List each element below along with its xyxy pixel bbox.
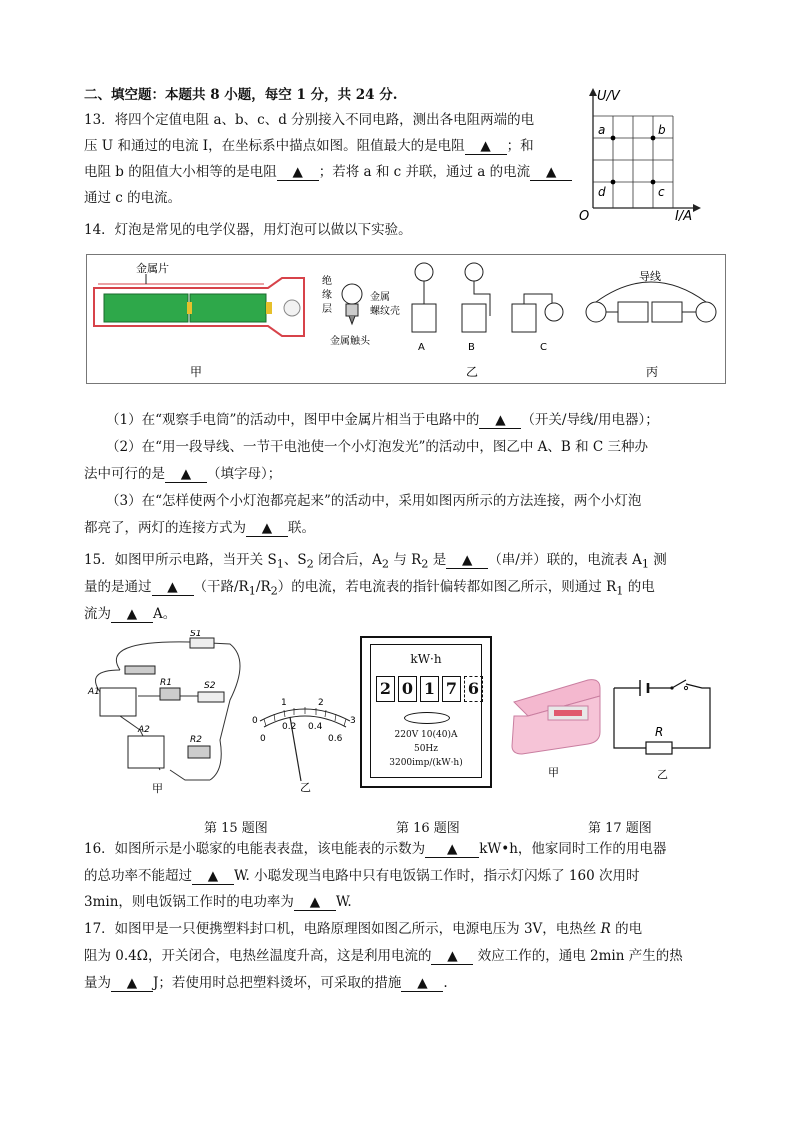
meter-unit: kW·h xyxy=(410,652,442,666)
q14-part2a: （2）在“用一段导线、一节干电池使一个小灯泡发光”的活动中，图乙中 A、B 和 C 三种办 xyxy=(106,439,649,455)
label-a2: A2 xyxy=(138,725,150,735)
q14-text: （1）在“观察手电筒”的活动中，图甲中金属片相当于电路中的 xyxy=(106,412,480,428)
answer-blank[interactable]: ▲ xyxy=(111,606,153,623)
answer-blank[interactable]: ▲ xyxy=(401,975,443,992)
point-d xyxy=(611,180,616,185)
q13-text: ；若将 a 和 c 并联，通过 a 的电流 xyxy=(318,164,531,180)
label-d: d xyxy=(598,185,606,199)
q17-text: J；若使用时总把塑料烫坏，可采取的措施 xyxy=(153,975,402,991)
label-r1: R1 xyxy=(160,678,172,688)
q15-line3 xyxy=(84,605,176,623)
q15-text: （干路/R xyxy=(193,579,249,595)
q14-text: （填字母）； xyxy=(207,466,282,482)
q17-text: 的电 xyxy=(610,921,643,937)
q14-text: 法中可行的是 xyxy=(84,466,165,482)
ammeter-a1 xyxy=(100,688,136,716)
meter-digit: 0 xyxy=(398,676,417,702)
q15-text: 是 xyxy=(428,552,447,568)
meter-inner-04: 0.4 xyxy=(308,722,323,732)
meter-disc xyxy=(404,712,450,724)
origin-label: O xyxy=(579,209,590,222)
q14-part2b xyxy=(84,465,281,483)
meter-spec-3: 3200imp/(kW·h) xyxy=(389,758,463,768)
meter-top-1: 1 xyxy=(281,698,287,708)
q16-line3 xyxy=(84,893,352,911)
meter-inner-0: 0 xyxy=(260,734,266,744)
meter-digit: 1 xyxy=(420,676,439,702)
answer-blank[interactable]: ▲ xyxy=(446,552,488,569)
q14-text: 都亮了，两灯的连接方式为 xyxy=(84,520,246,536)
meter-top-2: 2 xyxy=(318,698,324,708)
switch-s2 xyxy=(198,692,224,702)
q17-text: 17．如图甲是一只便携塑料封口机，电路原理图如图乙所示，电源电压为 3V，电热丝 xyxy=(84,921,601,937)
subscript: 2 xyxy=(306,557,314,571)
q17-line1 xyxy=(84,920,642,938)
answer-blank[interactable]: ▲ xyxy=(294,894,336,911)
label-C: C xyxy=(540,342,547,353)
caption-jia: 甲 xyxy=(152,782,163,795)
caption-yi: 乙 xyxy=(300,781,311,793)
q15-text: 的电 xyxy=(623,579,655,595)
label-screw-2: 螺纹壳 xyxy=(370,306,400,317)
q16-text: 3min，则电饭锅工作时的电功率为 xyxy=(84,894,294,910)
caption-jia: 甲 xyxy=(548,766,559,779)
label-r2: R2 xyxy=(190,735,202,745)
q16-text: W. xyxy=(335,894,352,910)
meter-outer-3: 3 xyxy=(350,716,356,726)
q17-sealer-figure xyxy=(508,672,604,782)
answer-blank[interactable]: ▲ xyxy=(246,520,288,537)
meter-spec-1: 220V 10(40)A xyxy=(394,730,458,740)
subscript: 1 xyxy=(616,584,624,598)
q14-text: （开关/导线/用电器）； xyxy=(521,412,659,428)
subscript: 2 xyxy=(381,557,390,571)
label-insul-2: 缘 xyxy=(322,290,332,301)
q15-text: 测 xyxy=(649,552,667,568)
q16-energy-meter xyxy=(360,636,492,788)
meter-digits xyxy=(376,676,483,702)
meter-digit: 7 xyxy=(442,676,461,702)
label-c: c xyxy=(658,185,665,199)
q15-text: 15．如图甲所示电路，当开关 S xyxy=(84,552,277,568)
q15-text: 、S xyxy=(283,552,307,568)
label-b: b xyxy=(658,123,666,137)
meter-digit-decimal: 6 xyxy=(464,676,483,702)
answer-blank[interactable]: ▲ xyxy=(479,412,521,429)
caption-q16: 第 16 题图 xyxy=(396,821,460,836)
q17-symbol-r: R xyxy=(600,921,611,937)
meter-inner-06: 0.6 xyxy=(328,734,343,744)
answer-blank[interactable]: ▲ xyxy=(192,868,234,885)
answer-blank[interactable]: ▲ xyxy=(530,164,572,181)
q15-ammeter-dial xyxy=(250,693,360,793)
q15-text: 闭合后，A xyxy=(313,552,382,568)
label-tip: 金属触头 xyxy=(330,336,370,347)
q17-line2 xyxy=(84,947,683,965)
q13-text: 压 U 和通过的电流 I，在坐标系中描点如图。阻值最大的是电阻 xyxy=(84,138,465,154)
q13-line4: 通过 c 的电流。 xyxy=(84,190,182,206)
q13-line3 xyxy=(84,163,572,181)
caption-yi: 乙 xyxy=(657,768,668,781)
q15-text: （串/并）联的，电流表 A xyxy=(488,552,642,568)
q13-text: 电阻 b 的阻值大小相等的是电阻 xyxy=(84,164,277,180)
subscript: 1 xyxy=(248,584,256,598)
caption-q15: 第 15 题图 xyxy=(204,821,268,836)
section-title: 二、填空题：本题共 8 小题，每空 1 分，共 24 分. xyxy=(84,87,398,103)
q16-text: 的总功率不能超过 xyxy=(84,868,192,884)
q14-part3b xyxy=(84,519,315,537)
q15-text: A。 xyxy=(153,606,177,622)
label-A: A xyxy=(418,342,425,353)
q16-line2 xyxy=(84,867,639,885)
q17-text: 阻为 0.4Ω，开关闭合，电热丝温度升高，这是利用电流的 xyxy=(84,948,432,964)
answer-blank[interactable]: ▲ xyxy=(111,975,153,992)
y-axis-label: U/V xyxy=(597,89,620,104)
q14-part1 xyxy=(106,411,659,429)
x-axis-label: I/A xyxy=(675,209,693,222)
q15-text: /R xyxy=(255,579,271,595)
answer-blank[interactable]: ▲ xyxy=(152,579,194,596)
label-metal-strip: 金属片 xyxy=(136,262,169,275)
label-screw-1: 金属 xyxy=(370,292,390,303)
caption-jia: 甲 xyxy=(190,365,203,379)
q14-text: 联。 xyxy=(288,520,315,536)
resistor-r1 xyxy=(160,688,180,700)
label-a1: A1 xyxy=(88,687,100,697)
point-b xyxy=(651,136,656,141)
subscript: 2 xyxy=(421,557,429,571)
q14-intro: 14．灯泡是常见的电学仪器，用灯泡可以做以下实验。 xyxy=(84,222,412,238)
q13-ui-graph xyxy=(575,86,705,222)
q16-text: kW•h，他家同时工作的用电器 xyxy=(479,841,667,857)
q13-line2 xyxy=(84,137,534,155)
q15-text: 与 R xyxy=(389,552,422,568)
meter-digit: 2 xyxy=(376,676,395,702)
point-a xyxy=(611,136,616,141)
switch xyxy=(672,680,686,688)
label-s1: S1 xyxy=(190,630,202,639)
q13-text: ；和 xyxy=(506,138,534,154)
q17-text: . xyxy=(443,975,448,991)
q15-line2 xyxy=(84,578,655,601)
q15-text: 流为 xyxy=(84,606,111,622)
q16-text: 16．如图所示是小聪家的电能表表盘，该电能表的示数为 xyxy=(84,841,426,857)
q15-text: 量的是通过 xyxy=(84,579,152,595)
meter-inner-02: 0.2 xyxy=(282,722,297,732)
answer-blank[interactable]: ▲ xyxy=(431,948,473,965)
label-wire: 导线 xyxy=(639,270,661,283)
answer-blank[interactable]: ▲ xyxy=(425,841,479,858)
q17-text: 效应工作的，通电 2min 产生的热 xyxy=(473,948,683,964)
label-insul-1: 绝 xyxy=(322,276,332,287)
q14-figure xyxy=(86,254,726,384)
q15-text: ）的电流，若电流表的指针偏转都如图乙所示，则通过 R xyxy=(277,579,617,595)
q15-line1 xyxy=(84,551,667,574)
answer-blank[interactable]: ▲ xyxy=(465,138,507,155)
q16-line1 xyxy=(84,840,666,858)
point-c xyxy=(651,180,656,185)
q17-circuit xyxy=(606,672,716,784)
answer-blank[interactable]: ▲ xyxy=(277,164,319,181)
label-B: B xyxy=(468,342,475,353)
subscript: 2 xyxy=(270,584,278,598)
label-r: R xyxy=(655,725,664,739)
subscript: 1 xyxy=(276,557,284,571)
caption-bing: 丙 xyxy=(646,365,659,379)
meter-outer-0: 0 xyxy=(252,716,258,726)
resistor-r2 xyxy=(188,746,210,758)
q17-text: 量为 xyxy=(84,975,111,991)
subscript: 1 xyxy=(641,557,650,571)
q14-part3a: （3）在“怎样使两个小灯泡都亮起来”的活动中，采用如图丙所示的方法连接，两个小灯泡 xyxy=(106,493,642,509)
caption-q17: 第 17 题图 xyxy=(588,821,652,836)
q15-circuit xyxy=(80,630,252,798)
q16-text: W. 小聪发现当电路中只有电饭锅工作时，指示灯闪烁了 160 次用时 xyxy=(234,868,640,884)
q17-line3 xyxy=(84,974,448,992)
resistor-r xyxy=(646,742,672,754)
answer-blank[interactable]: ▲ xyxy=(165,466,207,483)
label-s2: S2 xyxy=(204,681,216,691)
ammeter-a2 xyxy=(128,736,164,768)
label-a: a xyxy=(598,123,606,137)
caption-yi: 乙 xyxy=(466,365,479,379)
label-insul-3: 层 xyxy=(322,304,332,315)
q13-line1: 13．将四个定值电阻 a、b、c、d 分别接入不同电路，测出各电阻两端的电 xyxy=(84,112,535,128)
meter-spec-2: 50Hz xyxy=(413,744,439,754)
